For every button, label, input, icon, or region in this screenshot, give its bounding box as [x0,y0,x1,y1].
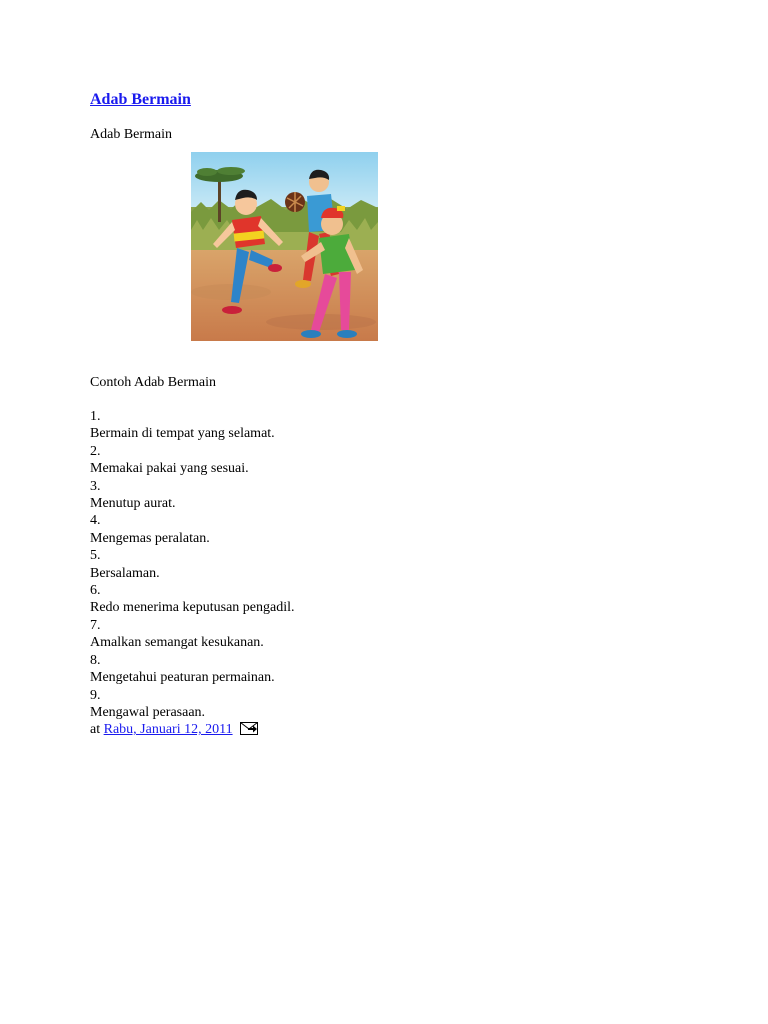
list-item-text: Bermain di tempat yang selamat. [90,426,275,442]
list-item-number: 5. [90,548,101,564]
list-item [90,443,690,478]
list-item-number: 8. [90,652,101,668]
list-item-number: 9. [90,687,101,703]
list-item-number: 6. [90,583,101,599]
list-item-text: Menutup aurat. [90,496,176,512]
image-container [90,152,478,341]
blog-post [90,88,690,738]
list-item [90,512,690,547]
section-heading: Contoh Adab Bermain [90,375,216,390]
footer-prefix: at [90,722,101,738]
list-item-number: 2. [90,443,101,459]
list-item [90,617,690,652]
list-item-text: Mengawal perasaan. [90,704,206,720]
list-item-number: 3. [90,478,101,494]
list-item-number: 1. [90,409,101,424]
list-item-text: Mengetahui peaturan permainan. [90,670,275,686]
post-subtitle: Adab Bermain [90,127,173,142]
post-date-link[interactable]: Rabu, Januari 12, 2011 [103,722,233,738]
post-footer [90,721,690,738]
list-item [90,478,690,513]
list-item-number: 4. [90,513,101,529]
email-post-icon[interactable] [240,722,258,735]
list-item-text: Amalkan semangat kesukanan. [90,635,264,651]
list-item [90,652,690,687]
list-item [90,687,690,722]
list-item-number: 7. [90,617,101,633]
post-title-link[interactable]: Adab Bermain [90,91,191,108]
list-item [90,408,690,443]
children-playing-ball-illustration[interactable] [191,152,378,341]
post-title [90,88,690,112]
list-item-text: Bersalaman. [90,565,160,581]
list-item [90,582,690,617]
adab-list [90,408,690,721]
list-item-text: Mengemas peralatan. [90,530,210,546]
list-item-text: Redo menerima keputusan pengadil. [90,600,295,616]
list-item [90,547,690,582]
list-item-text: Memakai pakai yang sesuai. [90,461,249,477]
